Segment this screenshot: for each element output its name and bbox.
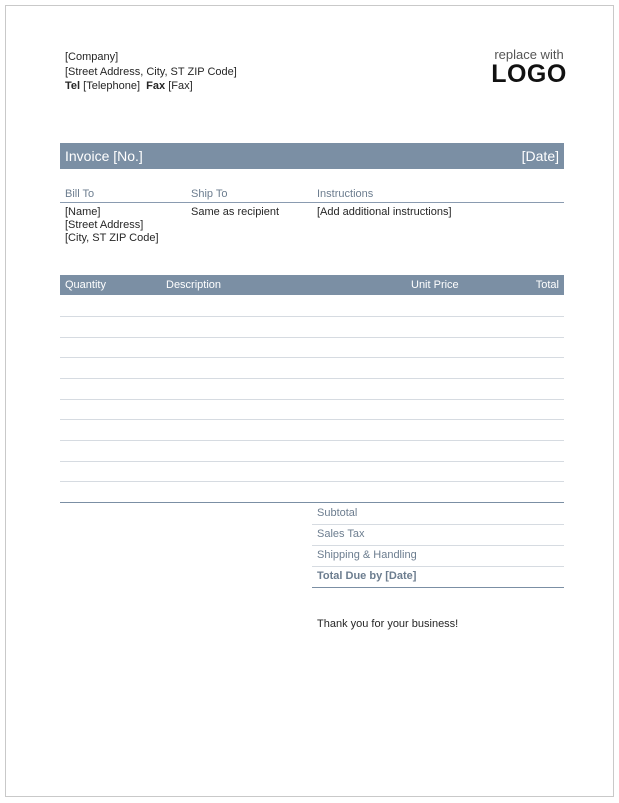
table-row bbox=[60, 419, 564, 420]
info-divider bbox=[60, 202, 564, 203]
instructions-label: Instructions bbox=[317, 188, 374, 200]
instructions-value: [Add additional instructions] bbox=[317, 206, 452, 218]
table-row bbox=[60, 357, 564, 358]
logo-placeholder bbox=[484, 48, 574, 86]
col-unit-price: Unit Price bbox=[411, 279, 459, 291]
col-total: Total bbox=[535, 279, 559, 291]
bill-to-city: [City, ST ZIP Code] bbox=[65, 231, 159, 244]
company-block bbox=[65, 50, 237, 94]
company-address: [Street Address, City, ST ZIP Code] bbox=[65, 65, 237, 78]
subtotal-label: Subtotal bbox=[317, 507, 358, 519]
tel-label: Tel bbox=[65, 80, 81, 92]
table-row bbox=[60, 316, 564, 317]
invoice-number: Invoice [No.] bbox=[65, 148, 143, 164]
company-contact bbox=[65, 79, 237, 94]
table-row bbox=[60, 337, 564, 338]
fax-value: [Fax] bbox=[168, 80, 193, 92]
logo-line1: replace with bbox=[494, 47, 564, 62]
ship-to-label: Ship To bbox=[191, 188, 228, 200]
total-due-row bbox=[312, 567, 564, 588]
invoice-banner bbox=[60, 143, 564, 169]
table-row bbox=[60, 378, 564, 379]
items-table-header bbox=[60, 275, 564, 295]
bill-to-address bbox=[65, 206, 159, 244]
thank-you-note: Thank you for your business! bbox=[317, 618, 459, 630]
invoice-date: [Date] bbox=[521, 148, 559, 164]
logo-line2: LOGO bbox=[491, 60, 567, 88]
table-row bbox=[60, 399, 564, 400]
shipping-row bbox=[312, 546, 564, 567]
table-row bbox=[60, 481, 564, 482]
col-description: Description bbox=[166, 279, 222, 291]
ship-to-value: Same as recipient bbox=[191, 206, 280, 218]
bill-to-street: [Street Address] bbox=[65, 218, 144, 231]
subtotal-row bbox=[312, 504, 564, 525]
company-name: [Company] bbox=[65, 51, 119, 63]
table-bottom-border bbox=[60, 502, 564, 503]
bill-to-name: [Name] bbox=[65, 206, 101, 218]
tel-value: [Telephone] bbox=[83, 80, 141, 92]
shipping-label: Shipping & Handling bbox=[317, 549, 417, 561]
bill-to-label: Bill To bbox=[65, 188, 95, 200]
sales-tax-row bbox=[312, 525, 564, 546]
col-quantity: Quantity bbox=[65, 279, 106, 291]
fax-label: Fax bbox=[146, 80, 166, 92]
total-due-label: Total Due by [Date] bbox=[317, 570, 417, 582]
table-row bbox=[60, 461, 564, 462]
invoice-page bbox=[5, 5, 614, 797]
sales-tax-label: Sales Tax bbox=[317, 528, 365, 540]
table-row bbox=[60, 440, 564, 441]
